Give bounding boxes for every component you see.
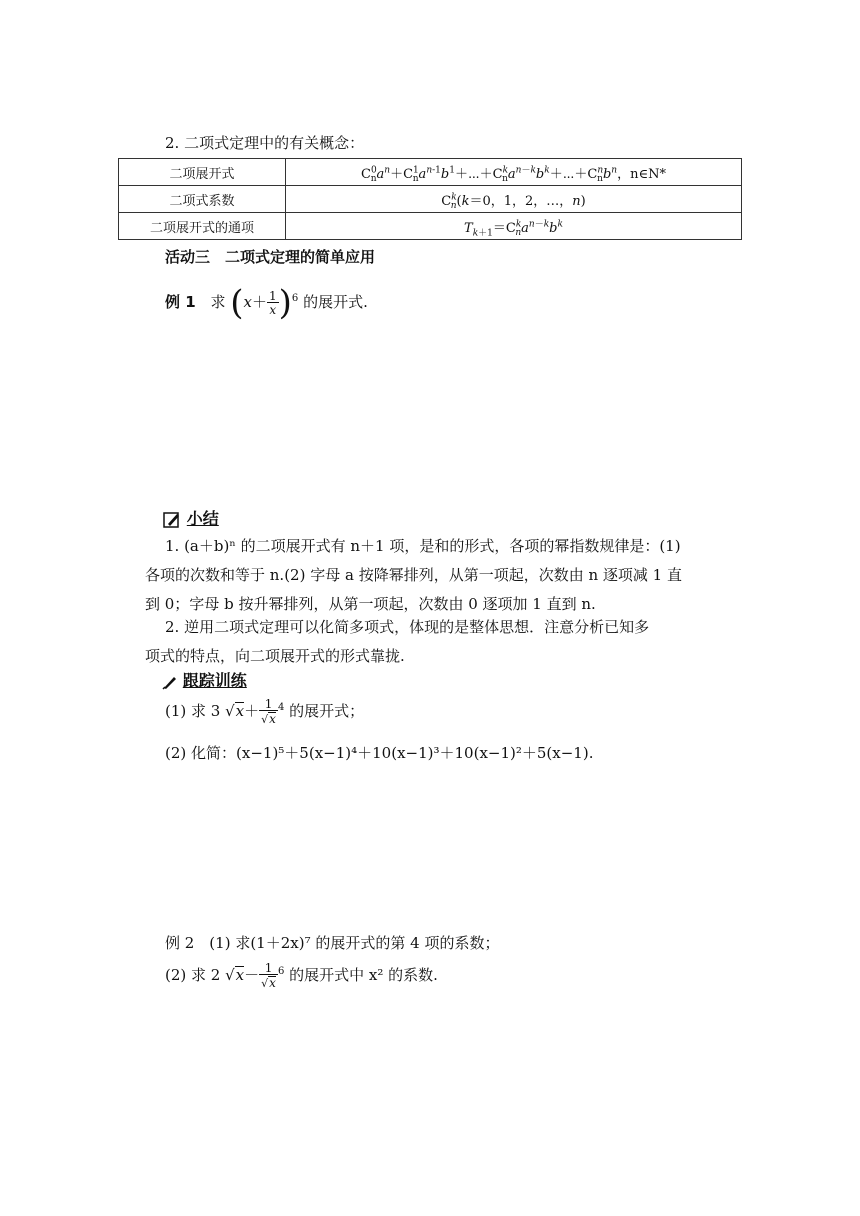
table-row: [119, 159, 742, 186]
activity-3-title: 活动三 二项式定理的简单应用: [165, 248, 376, 266]
binomial-coefficient-formula: $C^k_n(k=0$，1，2，…，n): [286, 186, 742, 213]
general-term-formula: $T_{k+1}=C^k_na^{n-k}b^k$: [286, 213, 742, 240]
table-row: [119, 213, 742, 240]
summary-line: 2. 逆用二项式定理可以化简多项式，体现的是整体思想．注意分析已知多: [165, 618, 650, 636]
summary-line: 各项的次数和等于 n.(2) 字母 a 按降幂排列，从第一项起，次数由 n 逐项减 1 直: [145, 566, 682, 584]
practice-question-1: (1) 求 3 √x＋ $\frac{1}{√x}$ $^4$ 的展开式；: [165, 697, 365, 726]
section-2-title: 2. 二项式定理中的有关概念：: [165, 134, 365, 152]
example-2-line-1: 例 2 (1) 求(1＋2x)⁷ 的展开式的第 4 项的系数；: [165, 934, 500, 952]
summary-title: 小结: [186, 509, 219, 528]
practice-q1-suffix: 的展开式；: [289, 702, 365, 721]
row-label: 二项展开式: [119, 159, 286, 186]
formula-suffix: ，n∈N*: [617, 166, 666, 182]
summary-heading: [162, 506, 219, 530]
example-1-suffix: 的展开式.: [303, 293, 368, 311]
summary-line: 1. (a＋b)ⁿ 的二项展开式有 n＋1 项，是和的形式，各项的幂指数规律是：(1): [165, 537, 681, 555]
practice-title: 跟踪训练: [182, 671, 247, 690]
example-1-prefix: 求: [210, 293, 226, 311]
example-1-label: 例 1: [165, 293, 196, 311]
pencil-icon: [162, 674, 178, 690]
summary-paragraph-1: [145, 532, 725, 619]
practice-q1-prefix: (1) 求 3: [165, 702, 221, 721]
binomial-expansion-formula: $C^0_na^n+C^1_na^{n-1}b^1+\cdots+C^k_na^{n-k}b^k+\cdots+C^n_nb^n$，n∈N*: [286, 159, 742, 186]
summary-line: 项式的特点，向二项展开式的形式靠拢.: [145, 647, 405, 665]
summary-paragraph-2: [145, 613, 725, 671]
summary-line: 到 0；字母 b 按升幂排列，从第一项起，次数由 0 逐项加 1 直到 n.: [145, 595, 596, 613]
pencil-note-icon: [162, 510, 182, 530]
example-2-q2-prefix: (2) 求 2: [165, 966, 221, 985]
row-label: 二项式系数: [119, 186, 286, 213]
practice-heading: [162, 668, 247, 691]
example-2-question-2: (2) 求 2 √x－ $\frac{1}{√x}$ $^6$ 的展开式中 x² 的系数.: [165, 961, 438, 990]
table-row: [119, 186, 742, 213]
practice-question-2: (2) 化简：(x−1)⁵＋5(x−1)⁴＋10(x−1)³＋10(x−1)²＋5(x−1).: [165, 744, 594, 762]
concepts-table: [118, 158, 742, 240]
example-2-q2-suffix: 的展开式中 x² 的系数.: [289, 966, 438, 985]
example-1: 例 1 求 (x＋ $\frac{1}{x}$ )$^6$ 的展开式.: [165, 283, 368, 323]
row-label: 二项展开式的通项: [119, 213, 286, 240]
